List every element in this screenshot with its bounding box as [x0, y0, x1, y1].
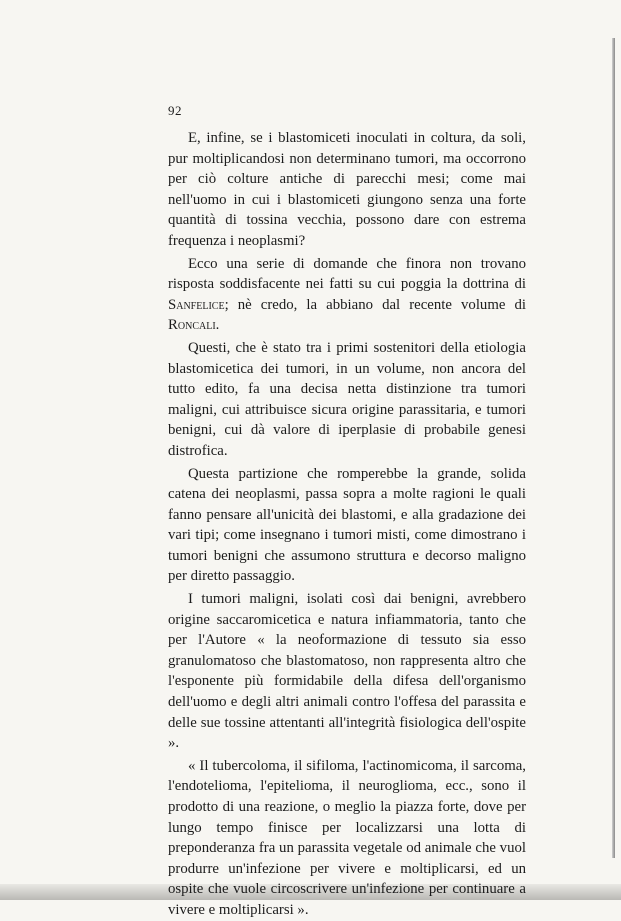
author-name: Roncali	[168, 317, 216, 334]
author-name: Sanfelice	[168, 296, 225, 313]
paragraph: Questi, che è stato tra i primi sostenitori della etiologia blastomicetica dei tumori, in un volume, non ancora del tutto edito, fa una decisa netta distinzione tra tumori maligni, cui attribuisce sicura origine parassitaria, e tumori benigni, cui dà valore di iperplasie di probabile genesi distrofica.	[168, 339, 526, 459]
body-text	[168, 128, 526, 921]
paragraph-text: ; nè credo, la abbiano dal recente volume di	[224, 296, 526, 313]
paragraph: I tumori maligni, isolati così dai benigni, avrebbero origine saccaromicetica e natura infiammatoria, tanto che per l'Autore « la neoformazione di tessuto sia esso granulomatoso che blastomatoso, non rappresenta altro che l'esponente più formidabile della difesa dell'organismo dell'uomo e degli altri animali contro l'offesa del parassita e delle sue tossine attentanti all'integrità fisiologica dell'ospite ».	[168, 591, 526, 752]
page-edge	[612, 38, 615, 858]
paragraph-text: .	[215, 317, 220, 334]
paragraph: E, infine, se i blastomiceti inoculati in coltura, da soli, pur moltiplicandosi non determinano tumori, ma occorrono per ciò colture antiche di parecchi mesi; come mai nell'uomo in cui i blastomiceti giungono senza una forte quantità di tossina vecchia, possono dare con estrema frequenza i neoplasmi?	[168, 130, 526, 249]
paragraph	[168, 254, 526, 336]
paragraph-text: Ecco una serie di domande che finora non trovano risposta soddisfacente nei fatti su cui poggia la dottrina di	[168, 255, 526, 293]
paragraph: Questa partizione che romperebbe la grande, solida catena dei neoplasmi, passa sopra a molte ragioni le quali fanno pensare all'unicità dei blastomi, e alla gradazione dei vari tipi; come insegnano i tumori misti, come dimostrano i tumori benigni che assumono struttura e decorso maligno per diretto passaggio.	[168, 465, 526, 585]
paragraph: « Il tubercoloma, il sifiloma, l'actinomicoma, il sarcoma, l'endotelioma, l'epitelioma, il neuroglioma, ecc., sono il prodotto di una reazione, o meglio la piazza forte, dove per lungo tempo finisce per localizzarsi una lotta di preponderanza fra un parassita vegetale od animale che vuol produrre un'infezione per vivere e moltiplicarsi, ed un ospite che vuole circoscrivere un'infezione per continuare a vivere e moltiplicarsi ».	[168, 757, 526, 918]
page-number: 92	[168, 103, 182, 118]
